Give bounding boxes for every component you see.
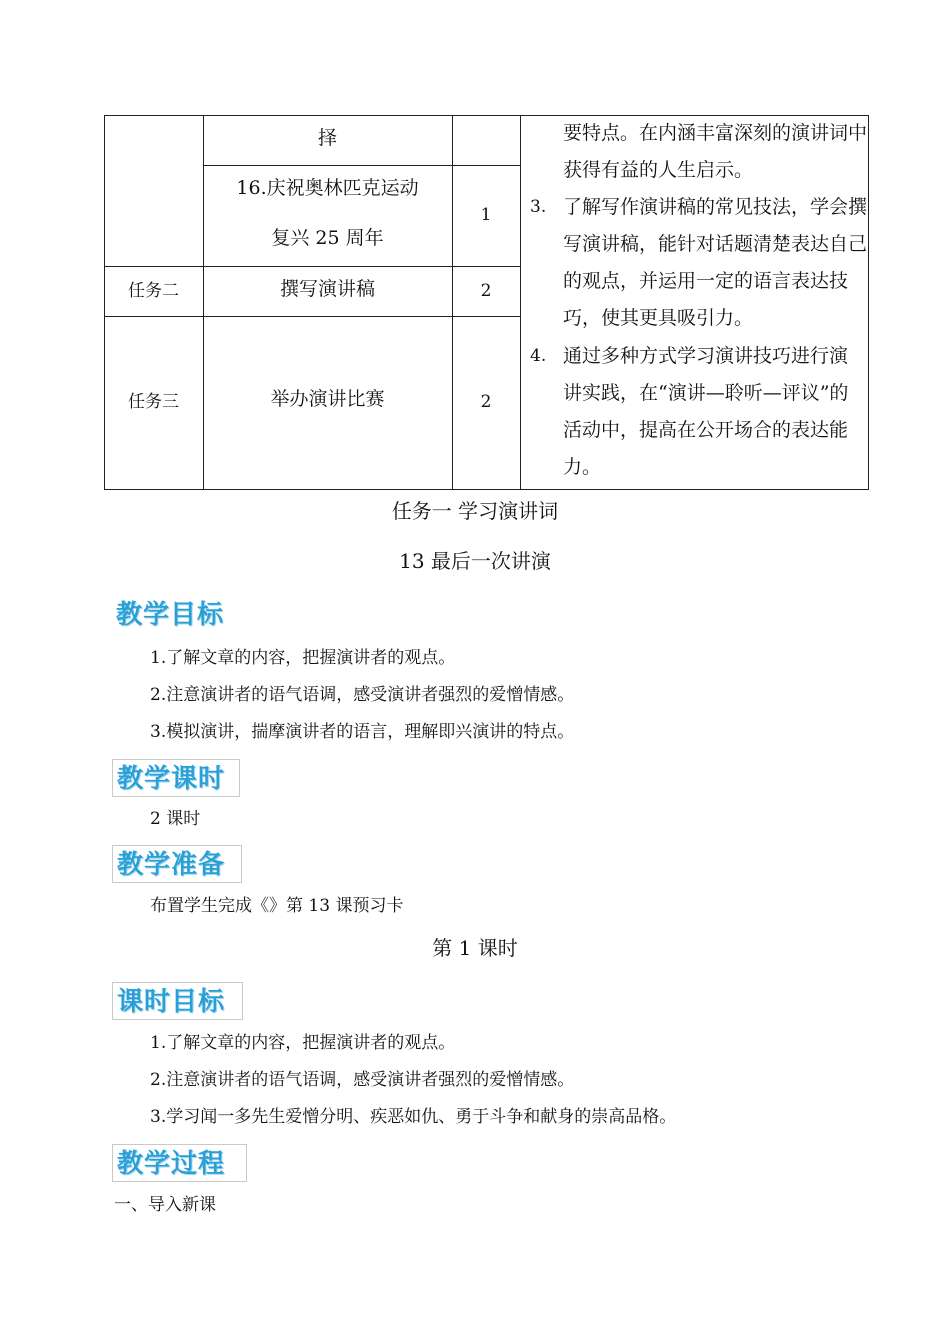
table-cell-task2-hours: 2 [480,281,492,301]
period-goal-1: 1.了解文章的内容，把握演讲者的观点。 [150,1033,456,1053]
period-title: 第 1 课时 [432,936,518,960]
teaching-goal-3: 3.模拟演讲，揣摩演讲者的语言，理解即兴演讲的特点。 [150,722,575,742]
teaching-goal-2: 2.注意演讲者的语气语调，感受演讲者强烈的爱憎情感。 [150,685,575,705]
table-cell-task3-content: 举办演讲比赛 [270,388,385,410]
goal-3-number: 3. [530,197,547,217]
teaching-prep-text: 布置学生完成《》第 13 课预习卡 [150,896,404,916]
teaching-goal-1: 1.了解文章的内容，把握演讲者的观点。 [150,648,456,668]
table-cell-task3-hours: 2 [480,392,492,412]
task-title: 任务一 学习演讲词 [391,499,559,523]
table-cell-lesson16-line2: 复兴 25 周年 [271,227,384,249]
table-cell-task2-content: 撰写演讲稿 [279,278,375,300]
lesson-title: 13 最后一次讲演 [399,549,551,573]
goal-3-line-1: 了解写作演讲稿的常见技法，学会撰 [563,196,868,218]
goal-2-line-1: 要特点。在内涵丰富深刻的演讲词中 [563,122,868,144]
goal-4-line-1: 通过多种方式学习演讲技巧进行演 [563,345,849,367]
goal-3-line-4: 巧，使其更具吸引力。 [563,307,754,329]
teaching-goals-heading: 教学目标 [112,596,242,634]
table-cell-lesson16-line1: 16.庆祝奥林匹克运动 [236,177,419,199]
period-goals-heading: 课时目标 [112,982,243,1020]
goal-4-line-3: 活动中，提高在公开场合的表达能 [563,419,849,441]
period-goal-2: 2.注意演讲者的语气语调，感受演讲者强烈的爱憎情感。 [150,1070,575,1090]
goal-4-number: 4. [530,346,547,366]
table-cell-task2: 任务二 [128,281,179,301]
goal-3-line-2: 写演讲稿，能针对话题清楚表达自己 [563,233,868,255]
table-cell-lesson-choose: 择 [317,127,337,149]
teaching-hours-text: 2 课时 [150,809,201,829]
teaching-prep-heading: 教学准备 [112,845,242,883]
table-cell-hours-lesson16: 1 [480,205,492,225]
process-step-1: 一、导入新课 [114,1195,216,1215]
period-goal-3: 3.学习闻一多先生爱憎分明、疾恶如仇、勇于斗争和献身的崇高品格。 [150,1107,677,1127]
goal-4-line-2: 讲实践，在“演讲—聆听—评议”的 [563,382,849,404]
goal-4-line-4: 力。 [563,456,602,478]
teaching-process-heading: 教学过程 [112,1144,247,1182]
goal-3-line-3: 的观点，并运用一定的语言表达技 [563,270,849,292]
table-cell-task3: 任务三 [128,392,179,412]
goal-2-line-2: 获得有益的人生启示。 [563,159,754,181]
teaching-hours-heading: 教学课时 [112,759,240,797]
